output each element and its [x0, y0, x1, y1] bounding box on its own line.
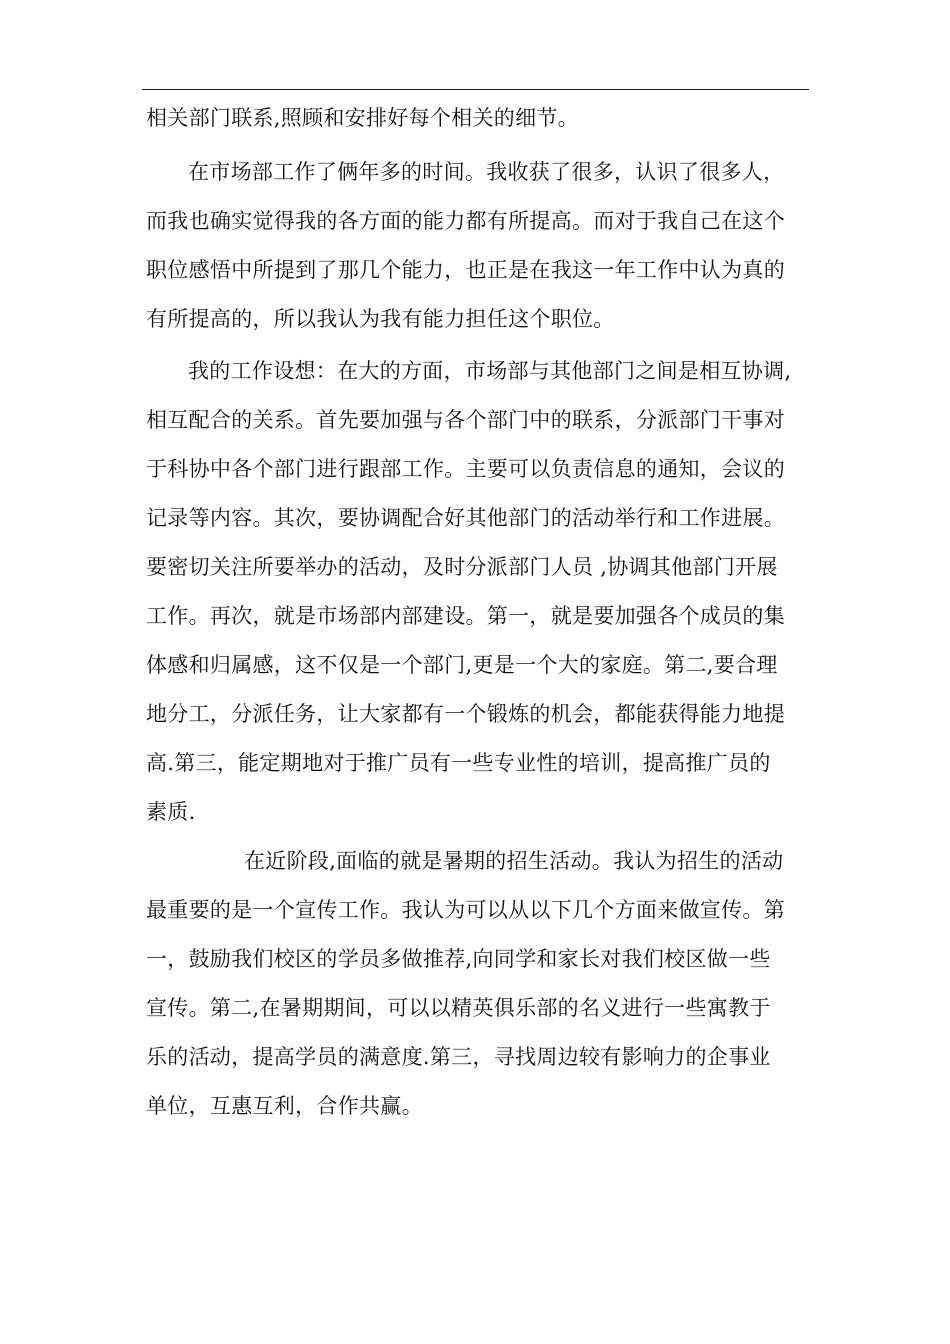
text-line: 职位感悟中所提到了那几个能力，也正是在我这一年工作中认为真的 — [146, 258, 785, 282]
text-line: 工作。再次，就是市场部内部建设。第一，就是要加强各个成员的集 — [146, 604, 785, 628]
text-line: 我的工作设想：在大的方面，市场部与其他部门之间是相互协调, — [188, 359, 792, 383]
text-line: 有所提高的，所以我认为我有能力担任这个职位。 — [146, 307, 615, 331]
text-line: 体感和归属感，这不仅是一个部门,更是一个大的家庭。第二,要合理 — [146, 653, 778, 677]
text-line: 一，鼓励我们校区的学员多做推荐,向同学和家长对我们校区做一些 — [146, 947, 771, 971]
text-line: 宣传。第二,在暑期期间，可以以精英俱乐部的名义进行一些寓教于 — [146, 996, 771, 1020]
text-line: 在市场部工作了俩年多的时间。我收获了很多，认识了很多人， — [188, 160, 785, 184]
text-line: 相互配合的关系。首先要加强与各个部门中的联系，分派部门干事对 — [146, 408, 785, 432]
text-line: 在近阶段,面临的就是暑期的招生活动。我认为招生的活动 — [244, 849, 784, 873]
text-line: 记录等内容。其次，要协调配合好其他部门的活动举行和工作进展。 — [146, 506, 785, 530]
text-line: 单位，互惠互利，合作共赢。 — [146, 1094, 423, 1118]
text-line: 乐的活动，提高学员的满意度.第三，寻找周边较有影响力的企事业 — [146, 1045, 771, 1069]
header-rule — [142, 89, 809, 90]
text-line: 素质. — [146, 800, 196, 824]
text-line: 于科协中各个部门进行跟部工作。主要可以负责信息的通知，会议的 — [146, 457, 785, 481]
text-line: 要密切关注所要举办的活动，及时分派部门人员 ,协调其他部门开展 — [146, 555, 778, 579]
text-line: 相关部门联系,照顾和安排好每个相关的细节。 — [146, 106, 579, 130]
text-line: 而我也确实觉得我的各方面的能力都有所提高。而对于我自己在这个 — [146, 209, 785, 233]
text-line: 高.第三，能定期地对于推广员有一些专业性的培训，提高推广员的 — [146, 751, 771, 775]
text-line: 最重要的是一个宣传工作。我认为可以从以下几个方面来做宣传。第 — [146, 898, 785, 922]
text-line: 地分工，分派任务，让大家都有一个锻炼的机会，都能获得能力地提 — [146, 702, 785, 726]
